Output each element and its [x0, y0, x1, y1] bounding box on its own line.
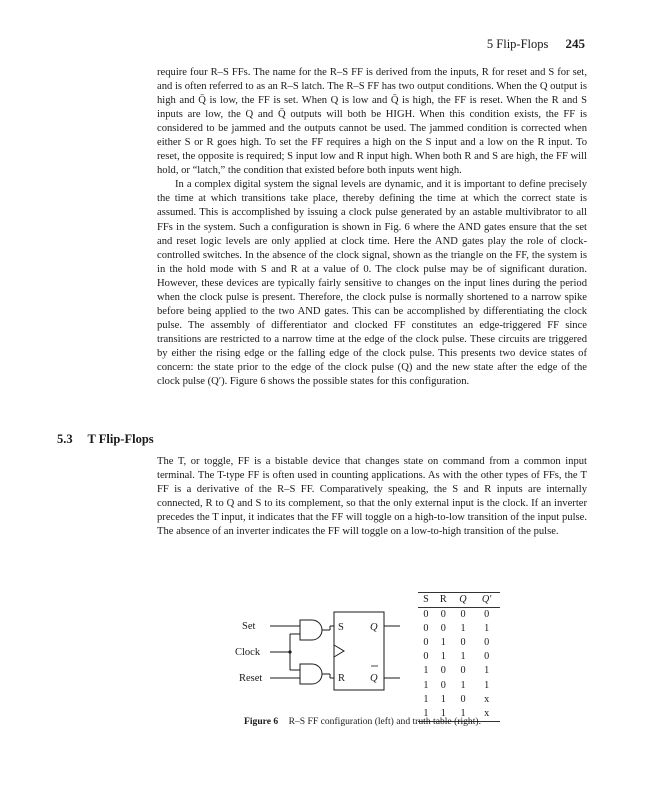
page-number: 245 [565, 36, 585, 51]
section-heading [57, 432, 154, 447]
table-cell: 1 [440, 637, 446, 649]
chapter-title: 5 Flip-Flops [486, 37, 549, 51]
table-cell: 1 [484, 623, 490, 635]
clock-triangle [334, 645, 344, 657]
col-header-qprime: Q′ [473, 593, 500, 608]
table-cell: 1 [423, 679, 429, 691]
section-text [157, 455, 587, 539]
table-cell: 0 [423, 609, 429, 621]
table-cell: 1 [453, 707, 474, 722]
table-cell: 0 [484, 651, 490, 663]
col-header-s: S [418, 593, 434, 608]
paragraph: The T, or toggle, FF is a bistable device that changes state on command from a common input terminal. The T-type FF is often used in counting applications. As with the other types of FFs, the T FF is a derivative of the R–S FF. Comparatively speaking, the S and R inputs are internally connected, R to Q and S to its complement, so that the only external input is the clock. If an inverter precedes the T input, it indicates that the FF will toggle on a high-to-low transition of the input pulse. The absence of an inverter indicates the FF will toggle on a low-to-high transition of the pulse. [157, 456, 587, 538]
table-row [418, 636, 500, 650]
table-cell: 0 [440, 665, 446, 677]
paragraph: require four R–S FFs. The name for the R–S FF is derived from the inputs, R for reset and S for set, and is often referred to as an R–S latch. The R–S FF has two output conditions. When the Q output is high and Q̄ is low, the FF is set. When Q is low and Q̄ is high, the FF is reset. When the R and S inputs are low, the Q and Q̄ outputs will both be HIGH. When this condition exists, the FF is considered to be jammed and the outputs cannot be used. The jammed condition is corrected when either S or R goes high. To set the FF requires a high on the S input and a low on the R input. To reset, the opposite is required; S input low and R input high. When both R and S are high, the FF will hold, or “latch,” the condition that existed before both inputs went high. [157, 67, 587, 177]
figure-label: Figure 6 [244, 716, 279, 727]
table-row [418, 650, 500, 664]
table-cell: 0 [440, 623, 446, 635]
table-cell: 1 [460, 679, 466, 691]
table-cell: 0 [423, 623, 429, 635]
table-cell: 1 [423, 693, 429, 705]
col-header-q: Q [453, 593, 474, 608]
table-cell: 0 [423, 651, 429, 663]
table-cell: 1 [440, 693, 446, 705]
table-cell: 0 [460, 693, 466, 705]
and-gate-bottom [300, 664, 322, 684]
table-cell: 1 [460, 651, 466, 663]
table-cell: 0 [440, 679, 446, 691]
table-cell: 1 [440, 651, 446, 663]
table-cell: 0 [440, 609, 446, 621]
figure-caption [244, 716, 481, 727]
table-cell: 0 [484, 609, 490, 621]
table-cell: 1 [484, 679, 490, 691]
running-header [487, 36, 585, 52]
pin-r-label: R [338, 673, 346, 684]
table-cell: 0 [484, 637, 490, 649]
caption-text: R–S FF configuration (left) and truth table (right). [288, 716, 481, 727]
paragraph: In a complex digital system the signal levels are dynamic, and it is important to define precisely the time at which transitions take place, thereby defining the time at which the correct state is assumed. This is accomplished by issuing a clock pulse generated by an astable multivibrator to all FFs in the system. Such a configuration is shown in Fig. 6 where the AND gates ensure that the set and reset logic levels are only applied at clock time. Here the AND gates play the role of clock-controlled switches. In the absence of the clock signal, shown as the triangle on the FF, the system is in the hold mode with S and R at a value of 0. The clock pulse may be of significant duration. However, these devices are typically fairly sensitive to changes on the input lines during the period when the clock pulse is present. Therefore, the clock pulse is normally shortened to a narrow spike before being applied to the two AND gates. This can be accomplished by differentiating the clock pulse. The assembly of differentiator and clocked FF constitutes an edge-triggered FF since transitions are restricted to a narrow time at the edge of the clock pulse. These circuits are triggered by either the rising edge or the falling edge of the clock pulse. This presents two device states of concern: the state prior to the edge of the clock pulse (Q) and the new state after the edge of the clock pulse (Q′). Figure 6 shows the possible states for this configuration. [157, 179, 587, 388]
section-number: 5.3 [57, 432, 73, 446]
main-text [157, 66, 587, 389]
section-title: T Flip-Flops [87, 432, 154, 446]
reset-label: Reset [239, 673, 263, 684]
table-cell: 0 [460, 609, 466, 621]
col-header-r: R [434, 593, 453, 608]
table-row [418, 664, 500, 678]
clock-label: Clock [235, 647, 261, 658]
table-cell: 1 [484, 665, 490, 677]
truth-table [418, 592, 500, 722]
table-row [418, 679, 500, 693]
table-cell: 0 [460, 665, 466, 677]
junction-dot [288, 650, 291, 653]
pin-qbar-label: Q [370, 673, 378, 684]
pin-q-label: Q [370, 622, 378, 633]
table-cell: x [484, 693, 490, 705]
table-cell: x [473, 707, 500, 722]
table-row [418, 693, 500, 707]
table-cell: 1 [418, 707, 434, 722]
rs-ff-diagram [234, 600, 404, 700]
table-cell: 1 [460, 623, 466, 635]
table-row [418, 622, 500, 636]
table-cell: 1 [434, 707, 453, 722]
table-cell: 1 [423, 665, 429, 677]
circuit-svg [234, 600, 404, 700]
pin-s-label: S [338, 622, 344, 633]
table-row [418, 608, 500, 623]
set-label: Set [242, 621, 256, 632]
table-cell: 0 [460, 637, 466, 649]
and-gate-top [300, 620, 322, 640]
table-cell: 0 [423, 637, 429, 649]
